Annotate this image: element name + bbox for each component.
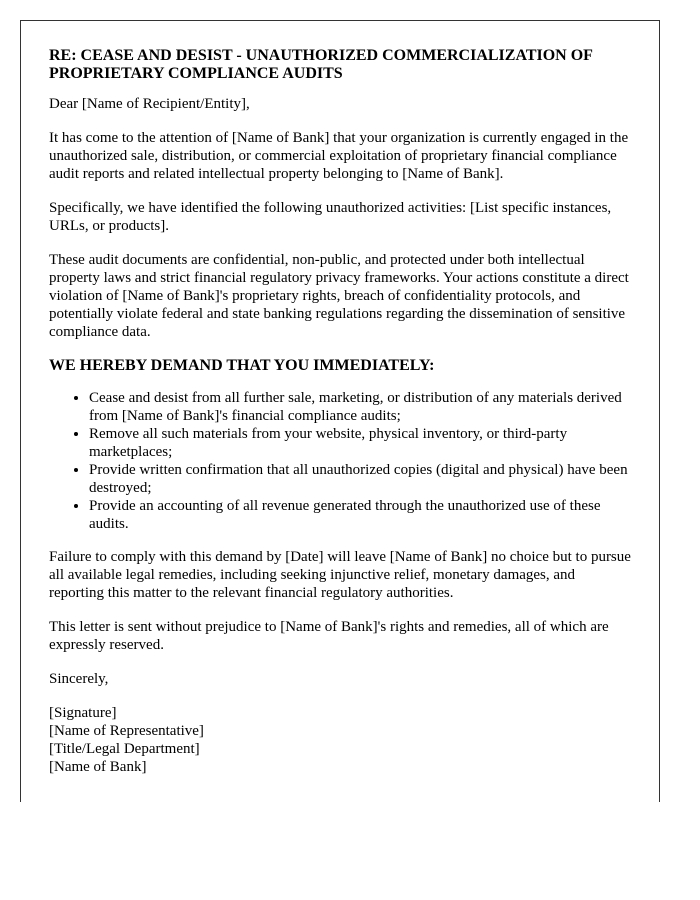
bank-name: [Name of Bank] [49, 759, 147, 775]
letter-subject: RE: CEASE AND DESIST - UNAUTHORIZED COMMERCIALIZATION OF PROPRIETARY COMPLIANCE AUDITS [49, 47, 593, 82]
representative-title: [Title/Legal Department] [49, 741, 200, 757]
letter-page [20, 20, 660, 802]
representative-name: [Name of Representative] [49, 723, 204, 739]
signature-line: [Signature] [49, 705, 117, 721]
violation-paragraph: These audit documents are confidential, non-public, and protected under both intellectual property laws and strict financial regulatory privacy frameworks. Your actions constitute a direct violation of [Name of Bank]'s proprietary rights, breach of confidentiality protocols, and potentially violate federal and state banking regulations regarding the dissemination of sensitive compliance data. [49, 252, 629, 340]
sign-off: Sincerely, [49, 671, 109, 687]
demand-item: • Provide written confirmation that all unauthorized copies (digital and physical) have been destroyed; [89, 461, 631, 497]
demand-item: • Cease and desist from all further sale, marketing, or distribution of any materials derived from [Name of Bank]'s financial compliance audits; [89, 389, 631, 425]
signature-block [49, 704, 631, 776]
activities-paragraph: Specifically, we have identified the following unauthorized activities: [List specific instances, URLs, or products]. [49, 200, 612, 234]
intro-paragraph: It has come to the attention of [Name of Bank] that your organization is currently engaged in the unauthorized sale, distribution, or commercial exploitation of proprietary financial compliance audit reports and related intellectual property belonging to [Name of Bank]. [49, 130, 629, 182]
demand-list [49, 389, 631, 533]
salutation: Dear [Name of Recipient/Entity], [49, 96, 250, 112]
reservation-paragraph: This letter is sent without prejudice to [Name of Bank]'s rights and remedies, all of which are expressly reserved. [49, 619, 609, 653]
demand-item: • Remove all such materials from your website, physical inventory, or third-party marketplaces; [89, 425, 631, 461]
demand-item: • Provide an accounting of all revenue generated through the unauthorized use of these audits. [89, 497, 631, 533]
consequences-paragraph: Failure to comply with this demand by [Date] will leave [Name of Bank] no choice but to pursue all available legal remedies, including seeking injunctive relief, monetary damages, and reporting this matter to the relevant financial regulatory authorities. [49, 549, 631, 601]
demand-heading: WE HEREBY DEMAND THAT YOU IMMEDIATELY: [49, 357, 435, 374]
